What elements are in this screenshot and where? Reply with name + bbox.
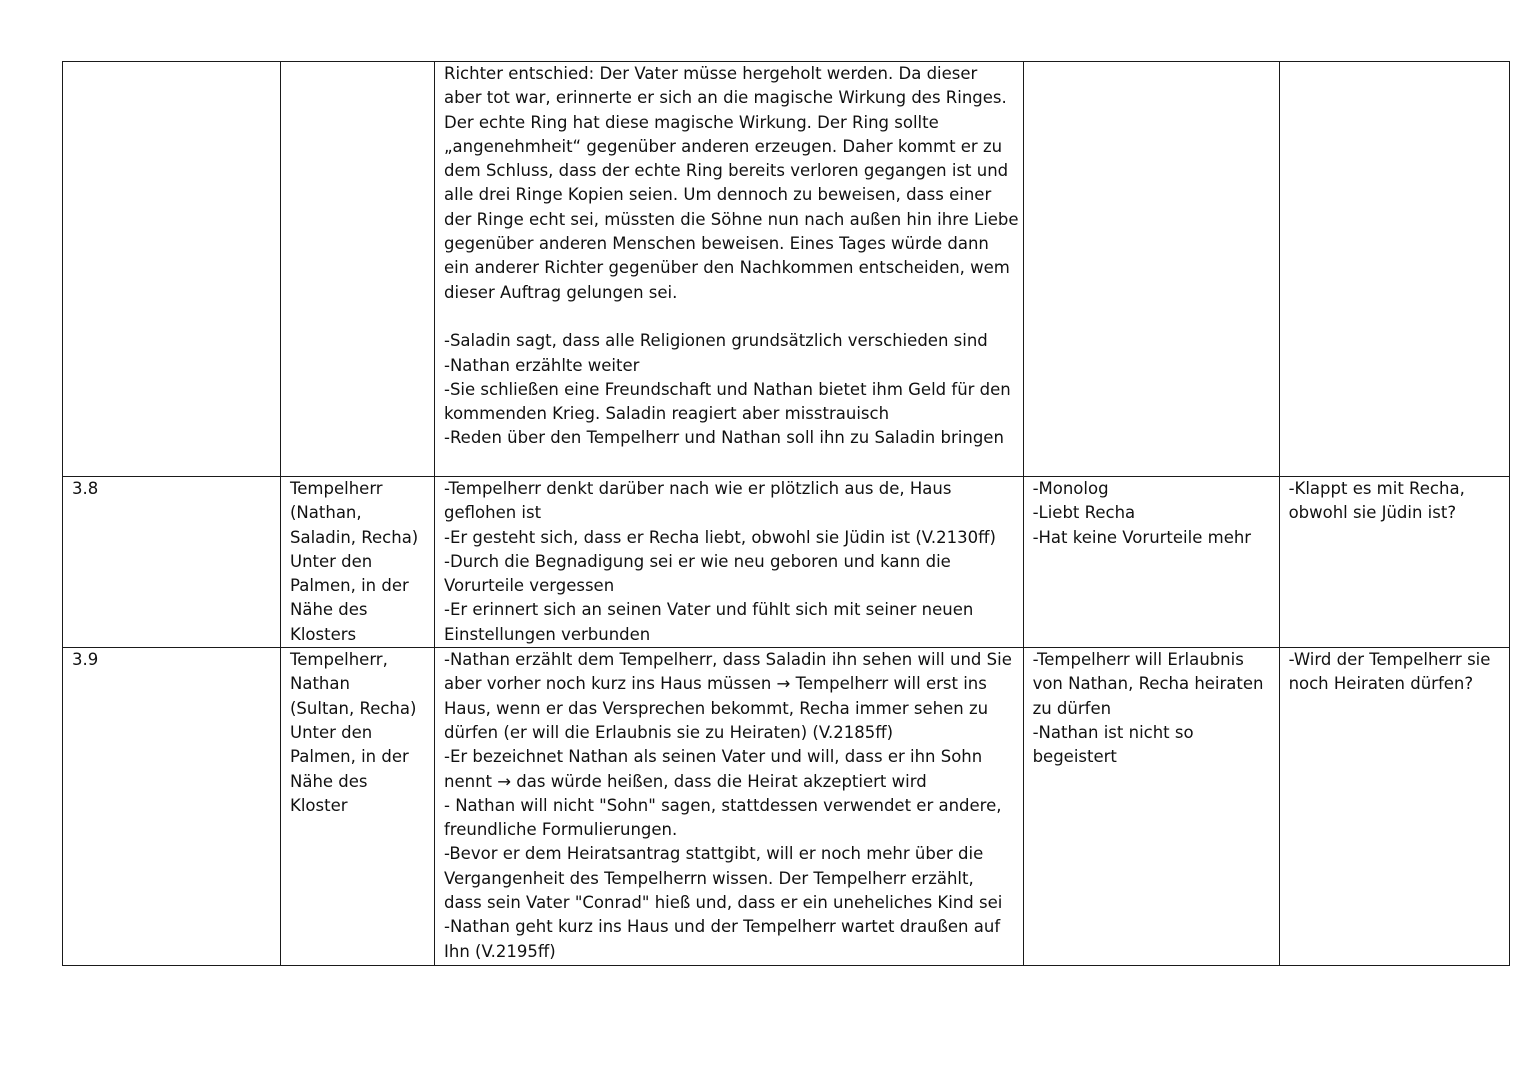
text-line: -Reden über den Tempelherr und Nathan soll ihn zu Saladin bringen (444, 428, 1004, 448)
persons-cell (281, 477, 435, 648)
text-line: -Nathan geht kurz ins Haus und der Tempelherr wartet draußen auf (444, 917, 1001, 937)
text-line: 3.8 (72, 479, 99, 498)
scene-number-cell (63, 648, 281, 966)
text-line: Haus, wenn er das Versprechen bekommt, Recha immer sehen zu (444, 698, 989, 718)
text-line: (Nathan, (290, 503, 362, 523)
text-line: (Sultan, Recha) (290, 698, 417, 718)
text-line: von Nathan, Recha heiraten (1032, 674, 1264, 694)
text-line: -Wird der Tempelherr sie (1288, 650, 1491, 670)
text-line: kommenden Krieg. Saladin reagiert aber misstrauisch (444, 404, 890, 424)
text-line: Einstellungen verbunden (444, 624, 651, 644)
table-row (63, 648, 1510, 966)
text-line: -Er bezeichnet Nathan als seinen Vater und will, dass er ihn Sohn (444, 747, 983, 767)
persons-cell (281, 648, 435, 966)
text-line: geflohen ist (444, 503, 542, 523)
text-line: -Liebt Recha (1032, 503, 1136, 523)
text-line: Vorurteile vergessen (444, 576, 615, 596)
text-line: Saladin, Recha) (290, 527, 419, 547)
text-line: -Monolog (1032, 479, 1109, 498)
questions-cell (1279, 648, 1509, 966)
text-line: gegenüber anderen Menschen beweisen. Eines Tages würde dann (444, 234, 989, 254)
persons-cell (281, 62, 435, 477)
notes-cell (1023, 648, 1279, 966)
text-line: -Er erinnert sich an seinen Vater und fühlt sich mit seiner neuen (444, 600, 974, 620)
text-line: Vergangenheit des Tempelherrn wissen. Der Tempelherr erzählt, (444, 868, 974, 888)
text-line (444, 305, 1019, 329)
text-line: Ihn (V.2195ff) (444, 941, 556, 961)
notes-cell (1023, 477, 1279, 648)
text-line: der Ringe echt sei, müssten die Söhne nun nach außen hin ihre Liebe (444, 209, 1019, 229)
text-line: aber tot war, erinnerte er sich an die magische Wirkung des Ringes. (444, 88, 1007, 108)
text-line: Nathan (290, 674, 350, 694)
text-line: Klosters (290, 624, 357, 644)
content-cell (435, 648, 1024, 966)
questions-cell (1279, 477, 1509, 648)
text-line: Palmen, in der (290, 747, 409, 767)
text-line: aber vorher noch kurz ins Haus müssen → Tempelherr will erst ins (444, 674, 987, 694)
table-row (63, 62, 1510, 477)
text-line: Der echte Ring hat diese magische Wirkung. Der Ring sollte (444, 112, 939, 132)
text-line: freundliche Formulierungen. (444, 820, 678, 840)
content-cell (435, 477, 1024, 648)
text-line: -Sie schließen eine Freundschaft und Nathan bietet ihm Geld für den (444, 379, 1011, 399)
text-line: dass sein Vater "Conrad" hieß und, dass er ein uneheliches Kind sei (444, 893, 1003, 913)
scene-analysis-table (62, 61, 1510, 966)
table-row (63, 477, 1510, 648)
text-line: Tempelherr (290, 479, 383, 498)
text-line: ein anderer Richter gegenüber den Nachkommen entscheiden, wem (444, 258, 1010, 278)
text-line: -Klappt es mit Recha, (1288, 479, 1465, 498)
content-cell (435, 62, 1024, 477)
text-line: -Nathan ist nicht so (1032, 722, 1194, 742)
text-line: begeistert (1032, 747, 1117, 767)
text-line: dieser Auftrag gelungen sei. (444, 282, 678, 302)
text-line: Palmen, in der (290, 576, 409, 596)
scene-number-cell (63, 62, 281, 477)
text-line: -Saladin sagt, dass alle Religionen grundsätzlich verschieden sind (444, 331, 988, 351)
text-line: Unter den (290, 551, 373, 571)
text-line: Tempelherr, (290, 650, 388, 670)
text-line: -Hat keine Vorurteile mehr (1032, 527, 1252, 547)
text-line: „angenehmheit“ gegenüber anderen erzeugen. Daher kommt er zu (444, 136, 1003, 156)
text-line: Kloster (290, 795, 348, 815)
text-line: noch Heiraten dürfen? (1288, 674, 1474, 694)
text-line: alle drei Ringe Kopien seien. Um dennoch zu beweisen, dass einer (444, 185, 992, 205)
text-line: -Tempelherr denkt darüber nach wie er plötzlich aus de, Haus (444, 479, 952, 498)
text-line: Nähe des (290, 771, 368, 791)
scene-number-cell (63, 477, 281, 648)
text-line: -Tempelherr will Erlaubnis (1032, 650, 1244, 670)
text-line: Nähe des (290, 600, 368, 620)
questions-cell (1279, 62, 1509, 477)
text-line: obwohl sie Jüdin ist? (1288, 503, 1457, 523)
text-line: dürfen (er will die Erlaubnis sie zu Heiraten) (V.2185ff) (444, 722, 894, 742)
notes-cell (1023, 62, 1279, 477)
text-line: - Nathan will nicht "Sohn" sagen, stattdessen verwendet er andere, (444, 795, 1002, 815)
text-line: zu dürfen (1032, 698, 1112, 718)
text-line: dem Schluss, dass der echte Ring bereits verloren gegangen ist und (444, 161, 1009, 181)
text-line: Richter entschied: Der Vater müsse hergeholt werden. Da dieser (444, 64, 978, 83)
text-line: Unter den (290, 722, 373, 742)
text-line: 3.9 (72, 650, 99, 670)
text-line (72, 62, 276, 86)
text-line: -Bevor er dem Heiratsantrag stattgibt, will er noch mehr über die (444, 844, 984, 864)
text-line: -Nathan erzählte weiter (444, 355, 640, 375)
text-line: -Nathan erzählt dem Tempelherr, dass Saladin ihn sehen will und Sie (444, 650, 1012, 670)
text-line: -Er gesteht sich, dass er Recha liebt, obwohl sie Jüdin ist (V.2130ff) (444, 527, 996, 547)
text-line: nennt → das würde heißen, dass die Heirat akzeptiert wird (444, 771, 927, 791)
text-line: -Durch die Begnadigung sei er wie neu geboren und kann die (444, 551, 951, 571)
